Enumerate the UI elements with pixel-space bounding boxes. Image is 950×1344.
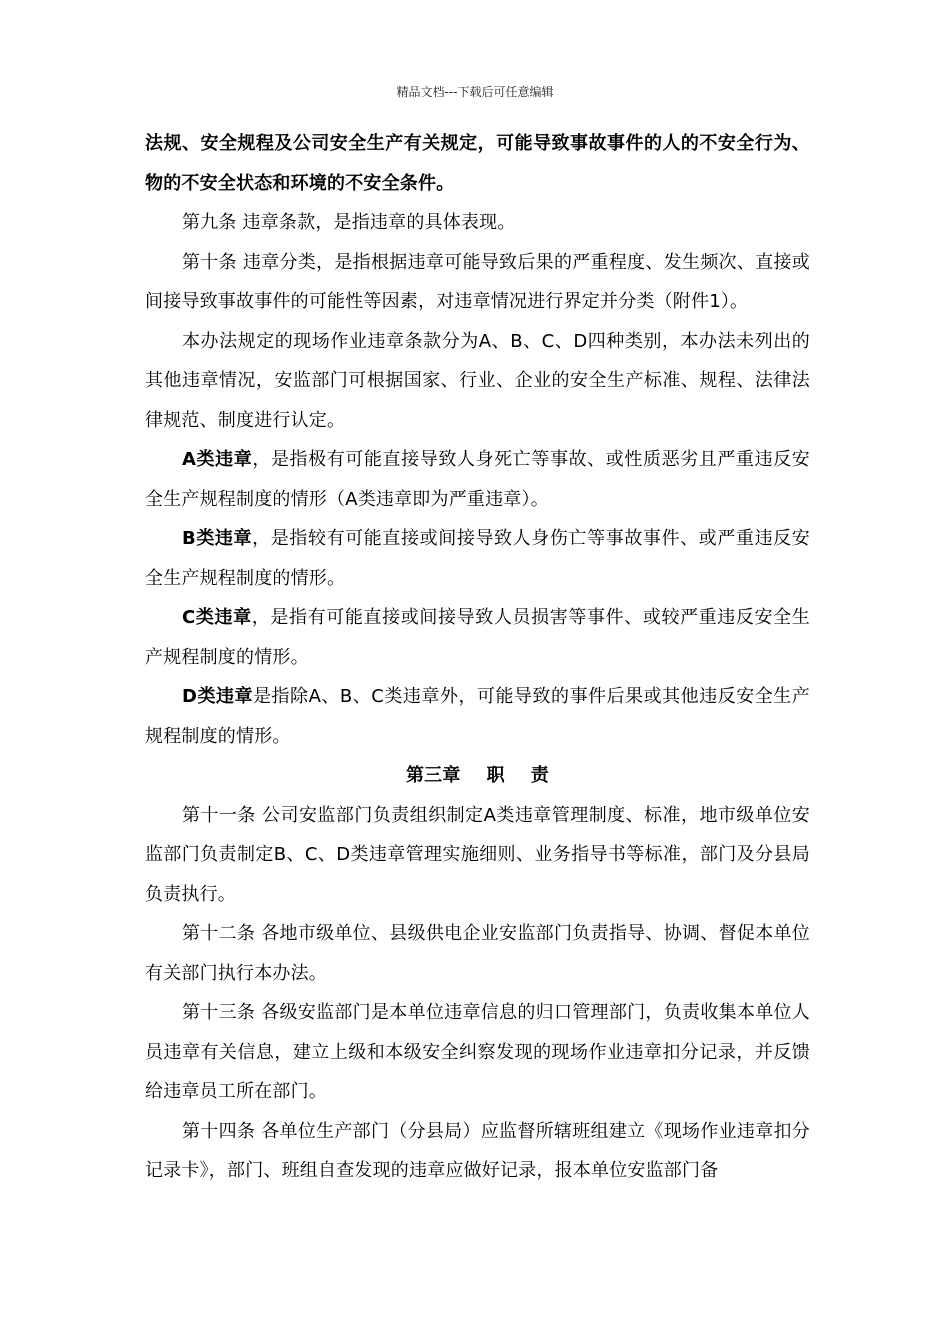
chapter-title-2: 责: [530, 765, 549, 786]
classification-paragraph: 本办法规定的现场作业违章条款分为A、B、C、D四种类别，本办法未列出的其他违章情况，安监部门可根据国家、行业、企业的安全生产标准、规程、法律法律规范、制度进行认定。: [145, 330, 810, 431]
class-a-definition: [145, 440, 810, 519]
class-d-definition: [145, 677, 810, 756]
paragraph-continued: 法规、安全规程及公司安全生产有关规定，可能导致事故事件的人的不安全行为、物的不安全状态和环境的不安全条件。: [145, 133, 810, 194]
class-b-term: B类违章: [182, 528, 253, 549]
chapter-number: 第三章: [405, 765, 461, 786]
article-9: 第九条 违章条款，是指违章的具体表现。: [182, 212, 516, 233]
class-d-term: D类违章: [182, 686, 254, 707]
class-c-definition: [145, 598, 810, 677]
article-11: 第十一条 公司安监部门负责组织制定A类违章管理制度、标准，地市级单位安监部门负责制定B、C、D类违章管理实施细则、业务指导书等标准，部门及分县局负责执行。: [145, 804, 810, 905]
class-a-text: ，是指极有可能直接导致人身死亡等事故、或性质恶劣且严重违反安全生产规程制度的情形（A类违章即为严重违章）。: [145, 449, 810, 510]
class-a-term: A类违章: [182, 449, 253, 470]
document-body: [145, 124, 810, 1191]
class-c-term: C类违章: [182, 607, 252, 628]
class-b-text: ，是指较有可能直接或间接导致人身伤亡等事故事件、或严重违反安全生产规程制度的情形。: [145, 528, 810, 589]
class-b-definition: [145, 519, 810, 598]
article-10: 第十条 违章分类，是指根据违章可能导致后果的严重程度、发生频次、直接或间接导致事故事件的可能性等因素，对违章情况进行界定并分类（附件1）。: [145, 251, 810, 312]
class-c-text: ，是指有可能直接或间接导致人员损害等事件、或较严重违反安全生产规程制度的情形。: [145, 607, 811, 668]
page-header: 精品文档---下载后可任意编辑: [396, 85, 554, 99]
article-13: 第十三条 各级安监部门是本单位违章信息的归口管理部门，负责收集本单位人员违章有关信息，建立上级和本级安全纠察发现的现场作业违章扣分记录，并反馈给违章员工所在部门。: [145, 1002, 810, 1102]
class-d-text: 是指除A、B、C类违章外，可能导致的事件后果或其他违反安全生产规程制度的情形。: [145, 686, 810, 747]
chapter-heading: [145, 756, 810, 796]
chapter-title-1: 职: [486, 765, 505, 786]
article-14: 第十四条 各单位生产部门（分县局）应监督所辖班组建立《现场作业违章扣分记录卡》，部门、班组自查发现的违章应做好记录，报本单位安监部门备: [145, 1120, 810, 1181]
article-12: 第十二条 各地市级单位、县级供电企业安监部门负责指导、协调、督促本单位有关部门执行本办法。: [145, 923, 810, 984]
